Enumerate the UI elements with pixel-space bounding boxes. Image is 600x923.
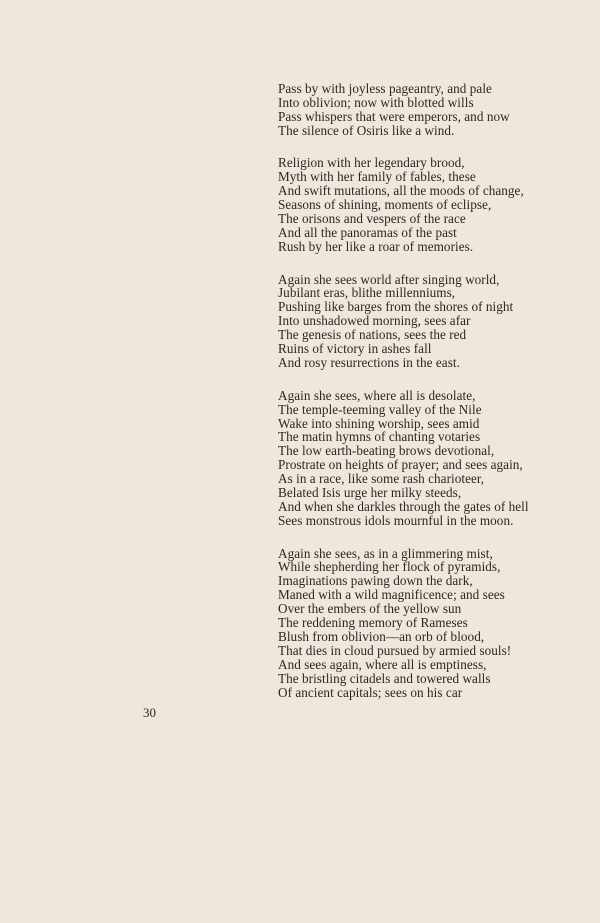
poem-line: Imaginations pawing down the dark, [278, 573, 473, 589]
stanza [278, 547, 578, 700]
poem-line: As in a race, like some rash charioteer, [278, 471, 485, 487]
poem-line: Pass whispers that were emperors, and now [278, 108, 510, 124]
stanza [278, 156, 578, 253]
poem-line: Again she sees, as in a glimmering mist, [278, 545, 493, 561]
poem-line: Myth with her family of fables, these [278, 169, 476, 185]
poem-line: The temple-teeming valley of the Nile [278, 401, 482, 417]
poem-line: And swift mutations, all the moods of change, [278, 183, 524, 199]
stanza [278, 82, 578, 138]
poem-line: The bristling citadels and towered walls [278, 670, 491, 686]
poem-line: Into oblivion; now with blotted wills [278, 94, 474, 110]
poem-line: Ruins of victory in ashes fall [278, 341, 432, 357]
page-number: 30 [143, 705, 156, 720]
poem-line: And all the panoramas of the past [278, 224, 457, 240]
poem-line: The silence of Osiris like a wind. [278, 122, 455, 138]
poem-line: Religion with her legendary brood, [278, 155, 465, 171]
poem-line: Jubilant eras, blithe millenniums, [278, 285, 456, 301]
stanza [278, 389, 578, 528]
poem-line: Again she sees, where all is desolate, [278, 387, 476, 403]
poem-line: Pass by with joyless pageantry, and pale [278, 81, 492, 96]
poem-line: Maned with a wild magnificence; and sees [278, 587, 505, 603]
poem-line: The matin hymns of chanting votaries [278, 429, 481, 445]
poem-line: The orisons and vespers of the race [278, 211, 466, 227]
poem-line: Over the embers of the yellow sun [278, 601, 462, 617]
poem-line: Pushing like barges from the shores of night [278, 299, 514, 315]
poem-line: Prostrate on heights of prayer; and sees again, [278, 457, 523, 473]
poem-line: The genesis of nations, sees the red [278, 327, 467, 343]
poem-line: That dies in cloud pursued by armied souls! [278, 642, 512, 658]
poem-line: Into unshadowed morning, sees afar [278, 313, 471, 329]
poem-line: Of ancient capitals; sees on his car [278, 684, 463, 700]
poem-line: Wake into shining worship, sees amid [278, 415, 480, 431]
poem-line: Again she sees world after singing world, [278, 271, 500, 287]
poem-line: While shepherding her flock of pyramids, [278, 559, 501, 575]
poem-line: The low earth-beating brows devotional, [278, 443, 495, 459]
poem-line: Rush by her like a roar of memories. [278, 238, 474, 254]
poem-line: And sees again, where all is emptiness, [278, 656, 487, 672]
poem-line: And when she darkles through the gates of hell [278, 498, 529, 514]
poem-text [278, 82, 578, 718]
stanza [278, 273, 578, 370]
poem-line: Sees monstrous idols mournful in the moon. [278, 512, 514, 528]
poem-line: The reddening memory of Rameses [278, 615, 468, 631]
poem-line: And rosy resurrections in the east. [278, 355, 460, 370]
poem-line: Seasons of shining, moments of eclipse, [278, 197, 492, 213]
poem-line: Blush from oblivion—an orb of blood, [278, 629, 485, 644]
poem-line: Belated Isis urge her milky steeds, [278, 485, 462, 501]
